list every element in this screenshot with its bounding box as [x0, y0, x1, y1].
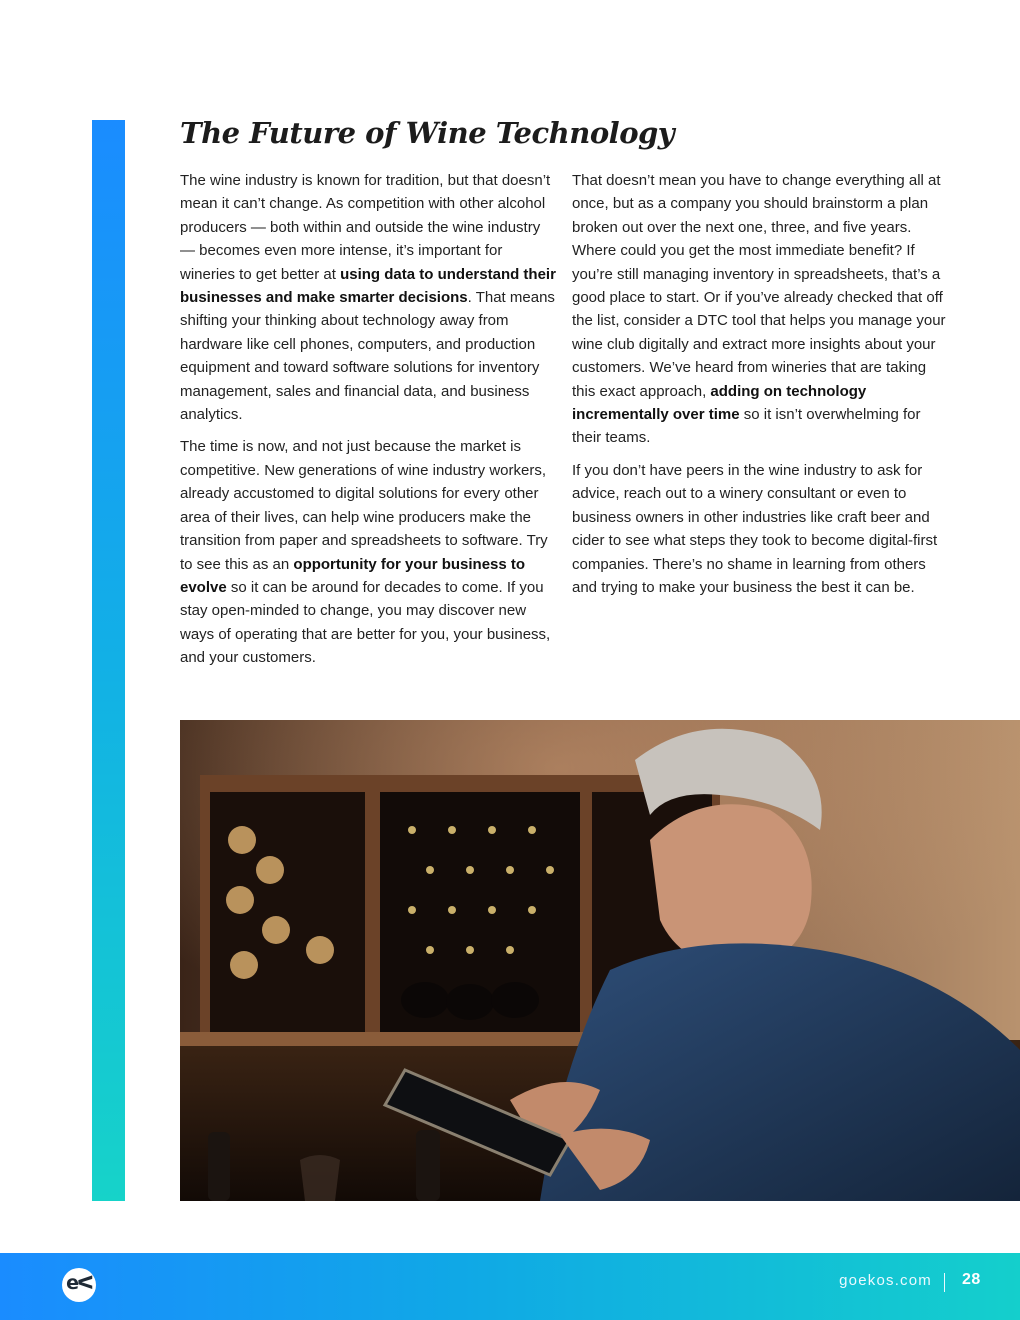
paragraph-brainstorm: That doesn’t mean you have to change everything all at once, but as a company you should brainstorm a plan broken out over the next one, three, and five years. Where could you get the most immediate benefit? If you’re still managing inventory in spreadsheets, that’s a good place to start. Or if you’ve already checked that off the list, consider a DTC tool that helps you manage your wine club digitally and extract more insights about your customers. We’ve heard from wineries that are taking this exact approach, adding on technology incrementally over time so it isn’t overwhelming for their teams.: [572, 172, 946, 447]
bottle: [208, 1132, 230, 1201]
page-footer: [0, 1253, 1020, 1320]
photo-illustration: [180, 720, 1020, 1201]
bold-emphasis: opportunity for your business to evolve: [180, 555, 526, 596]
bold-emphasis: using data to understand their businesses and make smarter decisions: [180, 265, 556, 307]
wine-glass: [300, 1155, 340, 1201]
accent-side-bar: [92, 120, 125, 1201]
page-number: 28: [962, 1271, 981, 1288]
bottle: [416, 1130, 440, 1201]
footer-divider: [944, 1273, 945, 1292]
paragraph-peers: If you don’t have peers in the wine industry to ask for advice, reach out to a winery consultant or even to business owners in other industries like craft beer and cider to see what steps they took to become digital-first companies. There’s no shame in learning from others and trying to make your business the best it can be.: [572, 461, 938, 596]
left-column: [180, 169, 558, 679]
bold-emphasis: adding on technology incrementally over time: [572, 382, 867, 424]
logo-mark: eᐸ: [66, 1272, 92, 1294]
page-title: The Future of Wine Technology: [180, 116, 675, 150]
paragraph-intro: The wine industry is known for tradition, but that doesn’t mean it can’t change. As competition with other alcohol producers — both within and outside the wine industry — becomes even more intense, it’s important for wineries to get better at using data to understand their businesses and make smarter decisions. That means shifting your thinking about technology away from hardware like cell phones, computers, and production equipment and toward software solutions for inventory management, sales and financial data, and business analytics.: [180, 172, 556, 424]
ekos-logo-icon: [62, 1268, 96, 1302]
paragraph-time-is-now: The time is now, and not just because the market is competitive. New generations of wine industry workers, already accustomed to digital solutions for every other area of their lives, can help wine producers make the transition from paper and spreadsheets to software. Try to see this as an opportunity for your business to evolve so it can be around for decades to come. If you stay open-minded to change, you may discover new ways of operating that are better for you, your business, and your customers.: [180, 438, 551, 667]
right-column: [572, 169, 952, 608]
winemaker-tablet-photo: [180, 720, 1020, 1201]
footer-website: goekos.com: [839, 1272, 932, 1289]
